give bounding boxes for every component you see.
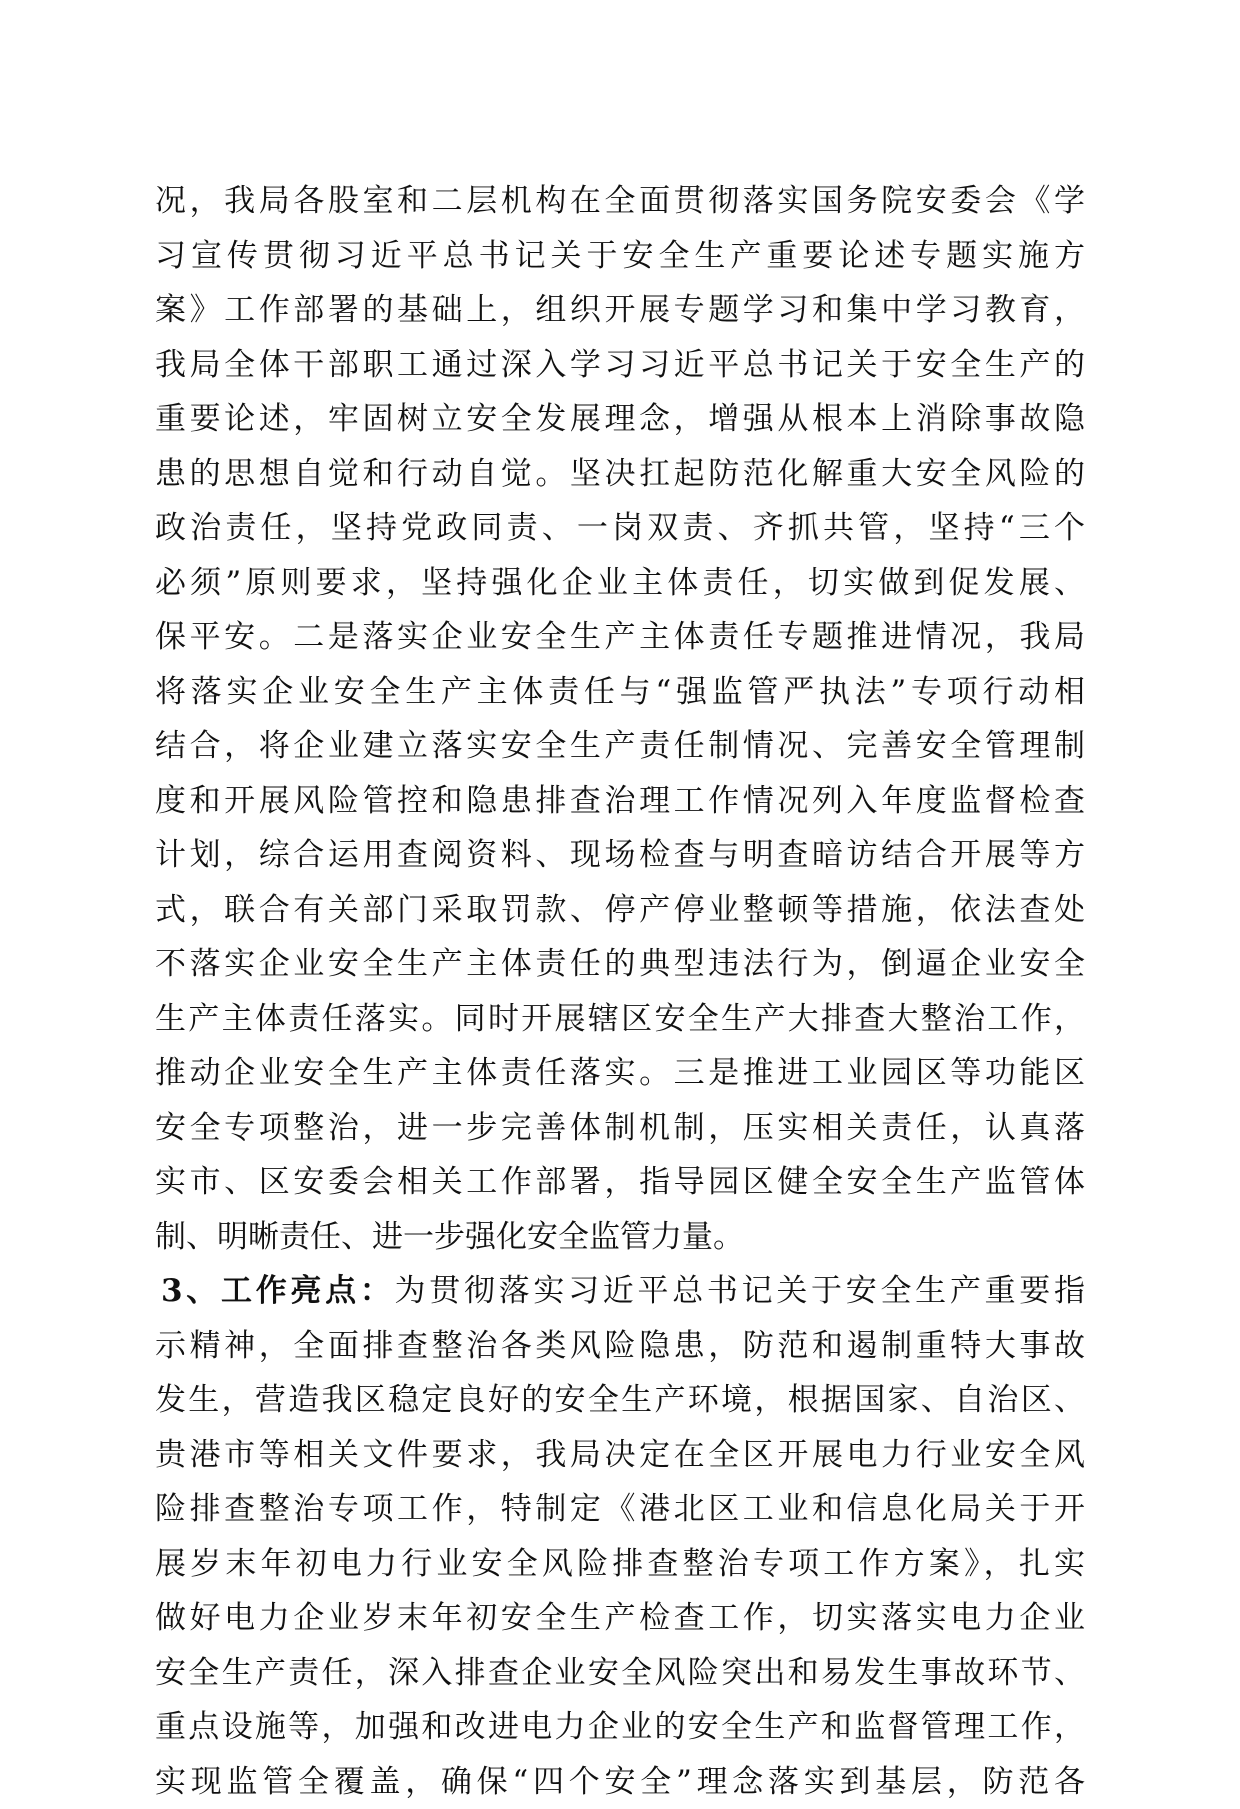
body-text xyxy=(155,174,1085,1809)
text-line: 况，我局各股室和二层机构在全面贯彻落实国务院安委会《学 xyxy=(155,174,1085,229)
text-line: 政治责任，坚持党政同责、一岗双责、齐抓共管，坚持“三个 xyxy=(155,501,1085,556)
text-line: 示精神，全面排查整治各类风险隐患，防范和遏制重特大事故 xyxy=(155,1319,1085,1374)
text-line: 推动企业安全生产主体责任落实。三是推进工业园区等功能区 xyxy=(155,1046,1085,1101)
text-line: 我局全体干部职工通过深入学习习近平总书记关于安全生产的 xyxy=(155,338,1085,393)
text-line: 生产主体责任落实。同时开展辖区安全生产大排查大整治工作， xyxy=(155,992,1085,1047)
text-line: 实现监管全覆盖，确保“四个安全”理念落实到基层，防范各 xyxy=(155,1755,1085,1809)
text-line: 实市、区安委会相关工作部署，指导园区健全安全生产监管体 xyxy=(155,1155,1085,1210)
text-line: 安全生产责任，深入排查企业安全风险突出和易发生事故环节、 xyxy=(155,1646,1085,1701)
text-line: 重要论述，牢固树立安全发展理念，增强从根本上消除事故隐 xyxy=(155,392,1085,447)
heading-line-text: 为贯彻落实习近平总书记关于安全生产重要指 xyxy=(395,1273,1085,1309)
text-line: 患的思想自觉和行动自觉。坚决扛起防范化解重大安全风险的 xyxy=(155,447,1085,502)
text-line: 保平安。二是落实企业安全生产主体责任专题推进情况，我局 xyxy=(155,610,1085,665)
text-line: 做好电力企业岁末年初安全生产检查工作，切实落实电力企业 xyxy=(155,1591,1085,1646)
text-line: 贵港市等相关文件要求，我局决定在全区开展电力行业安全风 xyxy=(155,1428,1085,1483)
text-line: 制、明晰责任、进一步强化安全监管力量。 xyxy=(155,1210,1085,1265)
text-line: 度和开展风险管控和隐患排查治理工作情况列入年度监督检查 xyxy=(155,774,1085,829)
text-line: 展岁末年初电力行业安全风险排查整治专项工作方案》，扎实 xyxy=(155,1537,1085,1592)
section-heading-line xyxy=(155,1264,1085,1319)
section-heading: 3、工作亮点： xyxy=(161,1273,395,1309)
text-line: 结合，将企业建立落实安全生产责任制情况、完善安全管理制 xyxy=(155,719,1085,774)
text-line: 将落实企业安全生产主体责任与“强监管严执法”专项行动相 xyxy=(155,665,1085,720)
text-line: 重点设施等，加强和改进电力企业的安全生产和监督管理工作， xyxy=(155,1700,1085,1755)
text-line: 必须”原则要求，坚持强化企业主体责任，切实做到促发展、 xyxy=(155,556,1085,611)
text-line: 安全专项整治，进一步完善体制机制，压实相关责任，认真落 xyxy=(155,1101,1085,1156)
text-line: 计划，综合运用查阅资料、现场检查与明查暗访结合开展等方 xyxy=(155,828,1085,883)
text-line: 习宣传贯彻习近平总书记关于安全生产重要论述专题实施方 xyxy=(155,229,1085,284)
text-line: 发生，营造我区稳定良好的安全生产环境，根据国家、自治区、 xyxy=(155,1373,1085,1428)
text-line: 式，联合有关部门采取罚款、停产停业整顿等措施，依法查处 xyxy=(155,883,1085,938)
text-line: 险排查整治专项工作，特制定《港北区工业和信息化局关于开 xyxy=(155,1482,1085,1537)
text-line: 案》工作部署的基础上，组织开展专题学习和集中学习教育， xyxy=(155,283,1085,338)
text-line: 不落实企业安全生产主体责任的典型违法行为，倒逼企业安全 xyxy=(155,937,1085,992)
